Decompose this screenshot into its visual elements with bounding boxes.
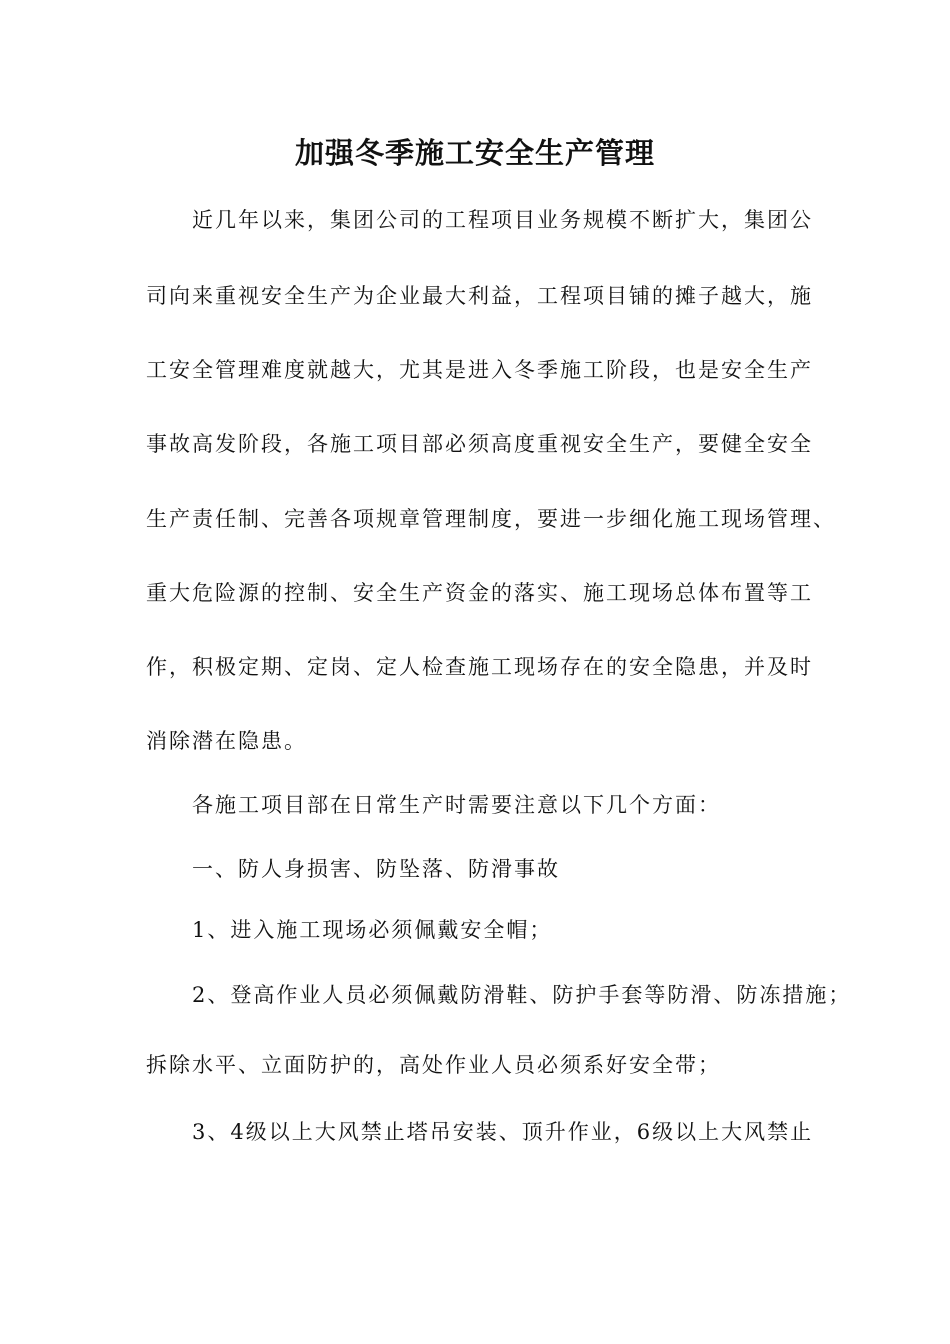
- paragraph-line: 近几年以来，集团公司的工程项目业务规模不断扩大，集团公: [192, 208, 813, 232]
- paragraph-line: 消除潜在隐患。: [146, 729, 307, 753]
- paragraph-line: 各施工项目部在日常生产时需要注意以下几个方面：: [192, 793, 721, 817]
- list-item: 3、4级以上大风禁止塔吊安装、顶升作业，6级以上大风禁止: [192, 1120, 814, 1144]
- paragraph-line: 司向来重视安全生产为企业最大利益，工程项目铺的摊子越大，施: [146, 284, 813, 308]
- list-item-continuation: 拆除水平、立面防护的，高处作业人员必须系好安全带；: [146, 1053, 721, 1077]
- paragraph-line: 生产责任制、完善各项规章管理制度，要进一步细化施工现场管理、: [146, 507, 836, 531]
- section-heading: 一、防人身损害、防坠落、防滑事故: [192, 857, 560, 881]
- paragraph-line: 重大危险源的控制、安全生产资金的落实、施工现场总体布置等工: [146, 581, 813, 605]
- list-item: 1、进入施工现场必须佩戴安全帽；: [192, 918, 553, 942]
- paragraph-line: 作，积极定期、定岗、定人检查施工现场存在的安全隐患，并及时: [146, 655, 813, 679]
- list-item: 2、登高作业人员必须佩戴防滑鞋、防护手套等防滑、防冻措施；: [192, 983, 852, 1007]
- paragraph-line: 工安全管理难度就越大，尤其是进入冬季施工阶段，也是安全生产: [146, 358, 813, 382]
- document-title: 加强冬季施工安全生产管理: [294, 136, 655, 170]
- paragraph-line: 事故高发阶段，各施工项目部必须高度重视安全生产，要健全安全: [146, 432, 813, 456]
